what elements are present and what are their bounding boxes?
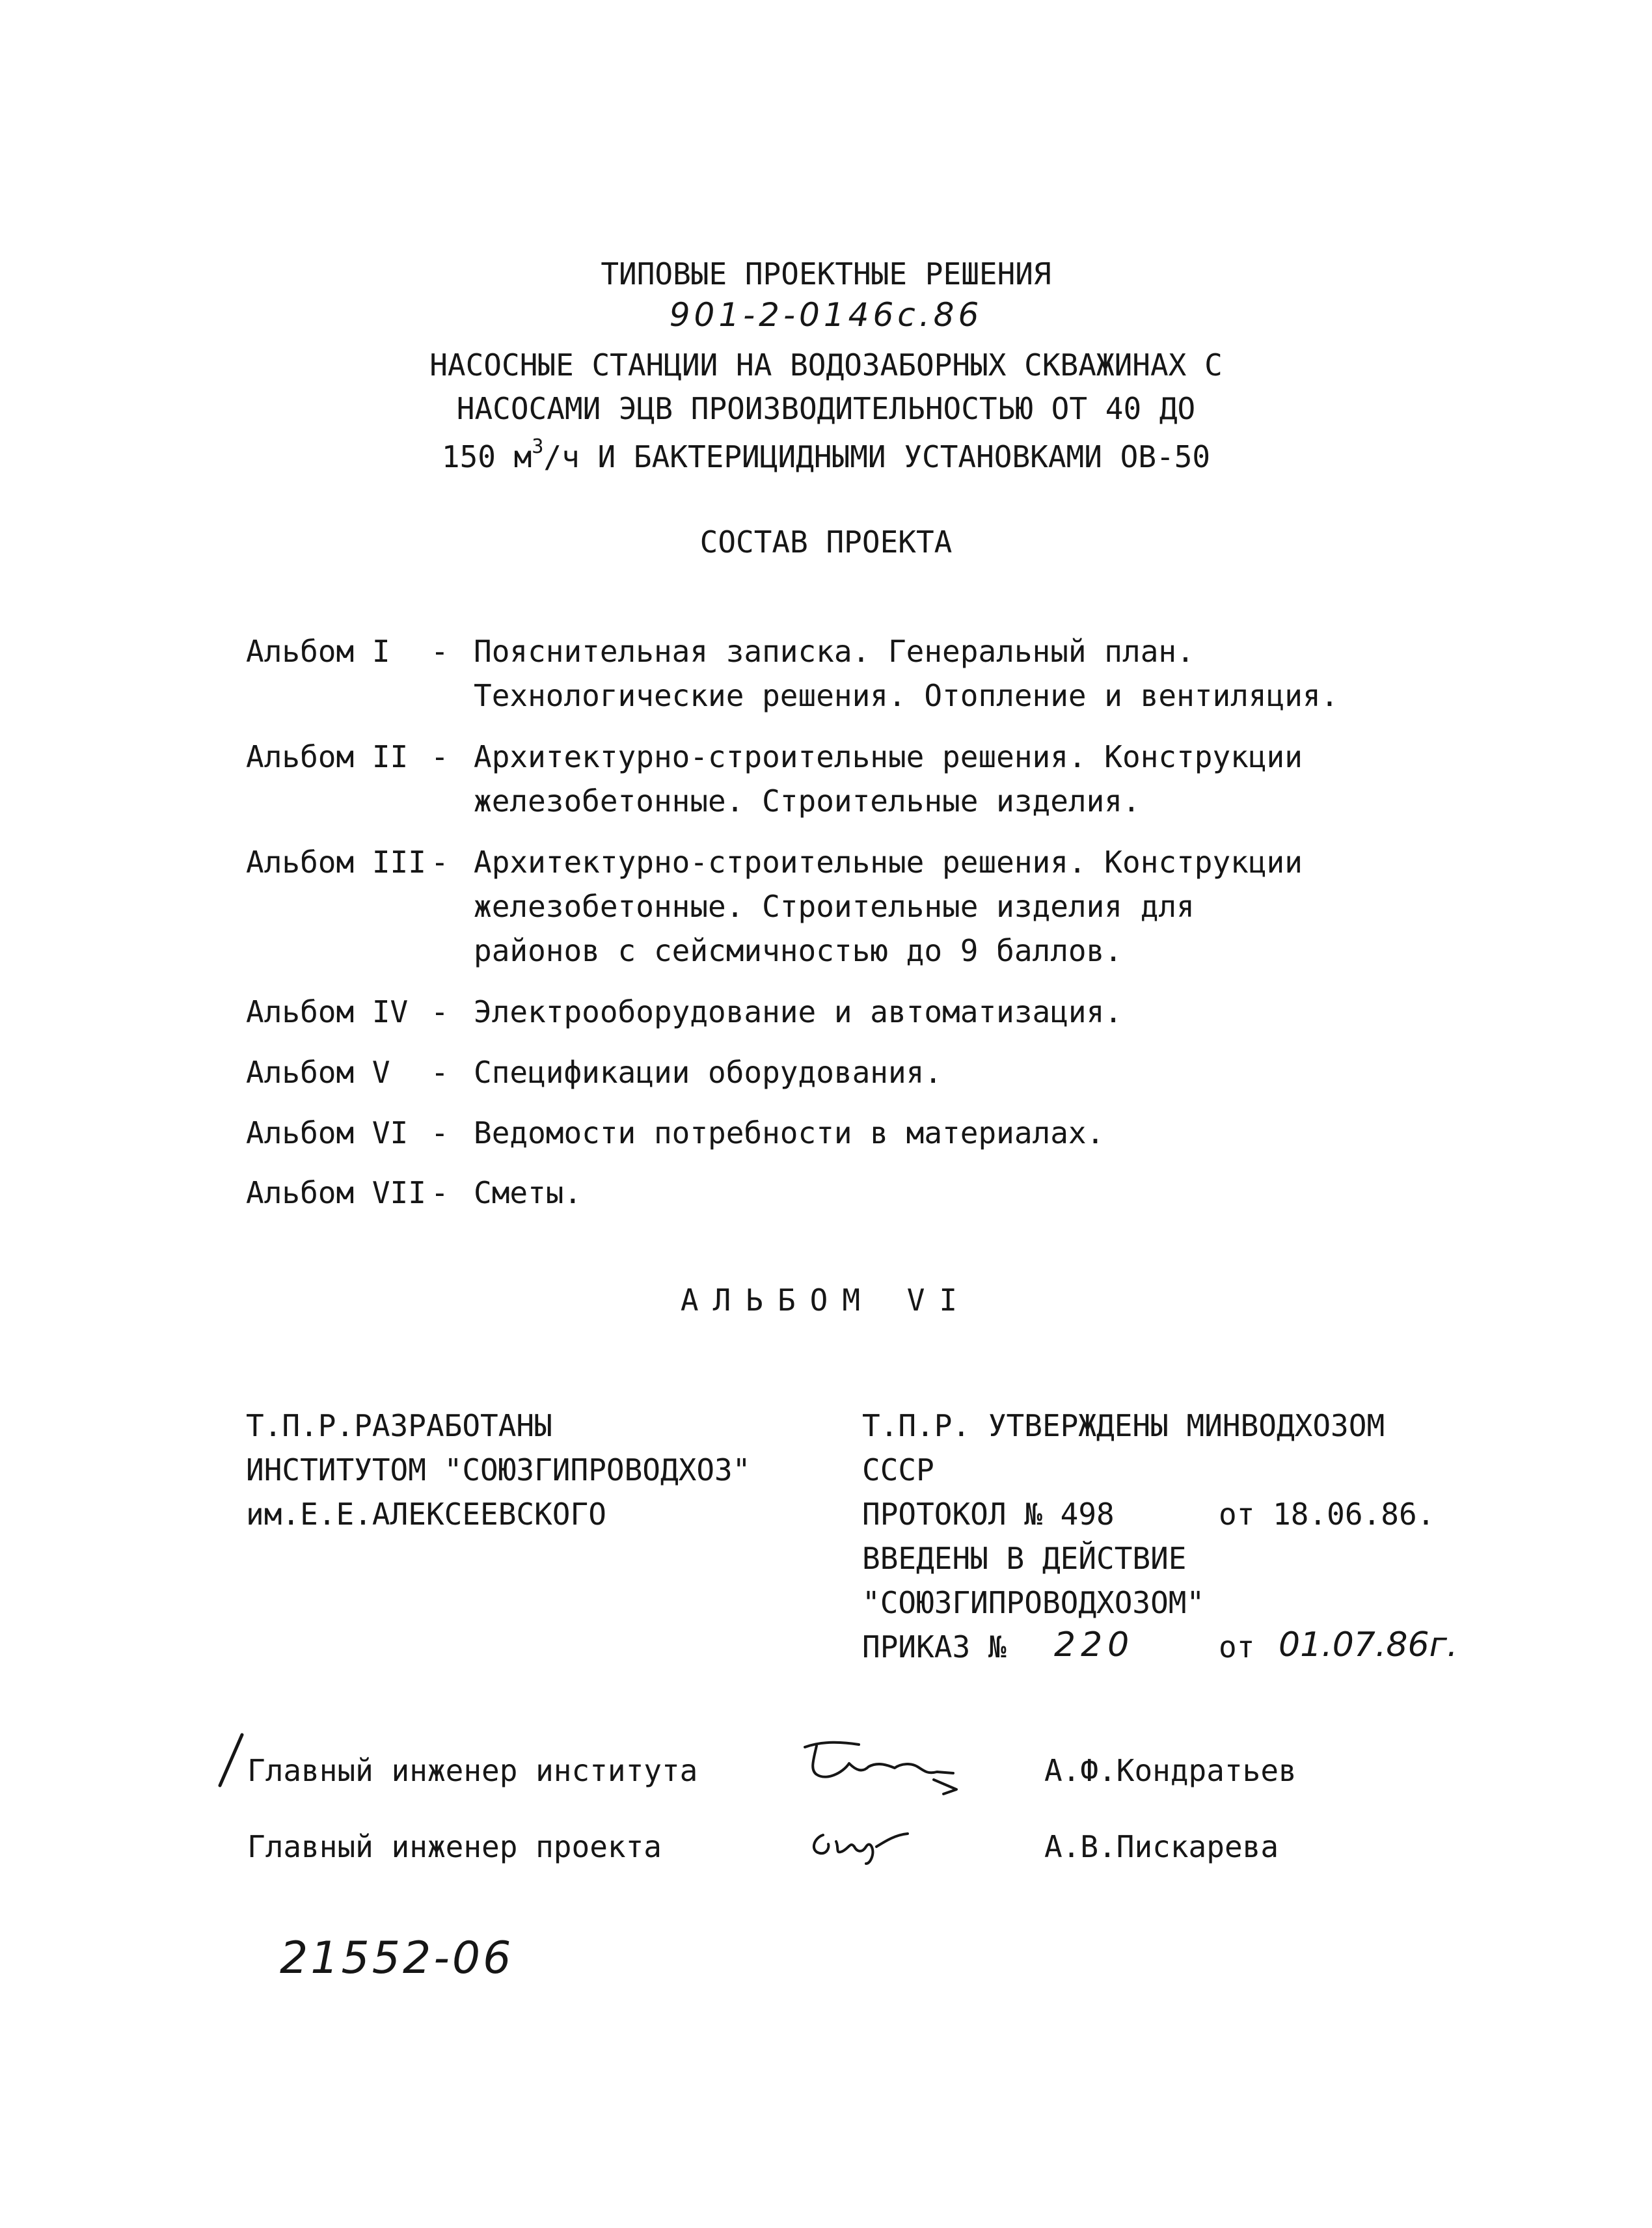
album-dash: - <box>431 994 449 1029</box>
album-dash: - <box>431 1055 449 1090</box>
title-line3-post: /ч И БАКТЕРИЦИДНЫМИ УСТАНОВКАМИ ОВ-50 <box>543 439 1211 474</box>
protocol-date: от 18.06.86. <box>1219 1497 1435 1532</box>
order-label: ПРИКАЗ № <box>862 1629 1007 1664</box>
album-line: железобетонные. Строительные изделия для <box>474 889 1195 924</box>
developer-line2: ИНСТИТУТОМ "СОЮЗГИПРОВОДХОЗ" <box>246 1452 751 1488</box>
album-line: Сметы. <box>474 1175 582 1210</box>
signature-role: Главный инженер проекта <box>247 1829 662 1864</box>
order-number: 220 <box>1054 1625 1135 1664</box>
album-line: железобетонные. Строительные изделия. <box>474 783 1141 819</box>
album-dash: - <box>431 1175 449 1210</box>
album-line: Ведомости потребности в материалах. <box>474 1115 1105 1150</box>
order-date: 01.07.86г. <box>1279 1625 1458 1664</box>
margin-slash-mark <box>215 1731 247 1789</box>
album-line: Технологические решения. Отопление и вентиляция. <box>474 678 1339 713</box>
album-line: Архитектурно-строительные решения. Конструкции <box>474 845 1303 880</box>
album-line: Пояснительная записка. Генеральный план. <box>474 634 1195 669</box>
album-label: Альбом I <box>246 634 390 669</box>
title-line3 <box>0 437 1652 472</box>
album-heading: АЛЬБОМ VI <box>680 1283 972 1318</box>
album-dash: - <box>431 634 449 669</box>
developer-line3: им.Е.Е.АЛЕКСЕЕВСКОГО <box>246 1497 606 1532</box>
title-line1: НАСОСНЫЕ СТАНЦИИ НА ВОДОЗАБОРНЫХ СКВАЖИНАХ С <box>429 347 1223 383</box>
album-label: Альбом V <box>246 1055 390 1090</box>
album-label: Альбом II <box>246 739 409 774</box>
inventory-number: 21552-06 <box>280 1933 514 1984</box>
album-label: Альбом III <box>246 845 426 880</box>
approval-line4: ВВЕДЕНЫ В ДЕЙСТВИЕ <box>862 1541 1187 1576</box>
project-code: 901-2-0146с.86 <box>669 296 983 334</box>
signature-role: Главный инженер института <box>247 1753 698 1788</box>
header-line1: ТИПОВЫЕ ПРОЕКТНЫЕ РЕШЕНИЯ <box>601 256 1051 292</box>
signature-name: А.В.Пискарева <box>1044 1829 1279 1864</box>
order-date-prefix: от <box>1219 1629 1255 1664</box>
album-line: Электрооборудование и автоматизация. <box>474 994 1122 1029</box>
signature-name: А.Ф.Кондратьев <box>1044 1753 1297 1788</box>
signature-image <box>797 1734 966 1796</box>
signature-image <box>804 1815 934 1868</box>
composition-heading: СОСТАВ ПРОЕКТА <box>699 524 953 560</box>
album-label: Альбом VII <box>246 1175 426 1210</box>
album-dash: - <box>431 1115 449 1150</box>
album-dash: - <box>431 739 449 774</box>
protocol-label: ПРОТОКОЛ № 498 <box>862 1497 1115 1532</box>
approval-line1: Т.П.Р. УТВЕРЖДЕНЫ МИНВОДХОЗОМ <box>862 1408 1385 1443</box>
album-line: Спецификации оборудования. <box>474 1055 943 1090</box>
approval-line5: "СОЮЗГИПРОВОДХОЗОМ" <box>862 1585 1205 1620</box>
album-dash: - <box>431 845 449 880</box>
album-label: Альбом VI <box>246 1115 409 1150</box>
approval-line2: СССР <box>862 1452 934 1488</box>
album-line: Архитектурно-строительные решения. Конструкции <box>474 739 1303 774</box>
title-line2: НАСОСАМИ ЭЦВ ПРОИЗВОДИТЕЛЬНОСТЬЮ ОТ 40 ДО <box>456 391 1196 426</box>
album-line: районов с сейсмичностью до 9 баллов. <box>474 933 1122 968</box>
developer-line1: Т.П.Р.РАЗРАБОТАНЫ <box>246 1408 552 1443</box>
album-label: Альбом IV <box>246 994 409 1029</box>
title-line3-sup: 3 <box>532 435 544 458</box>
title-line3-pre: 150 м <box>441 439 532 474</box>
